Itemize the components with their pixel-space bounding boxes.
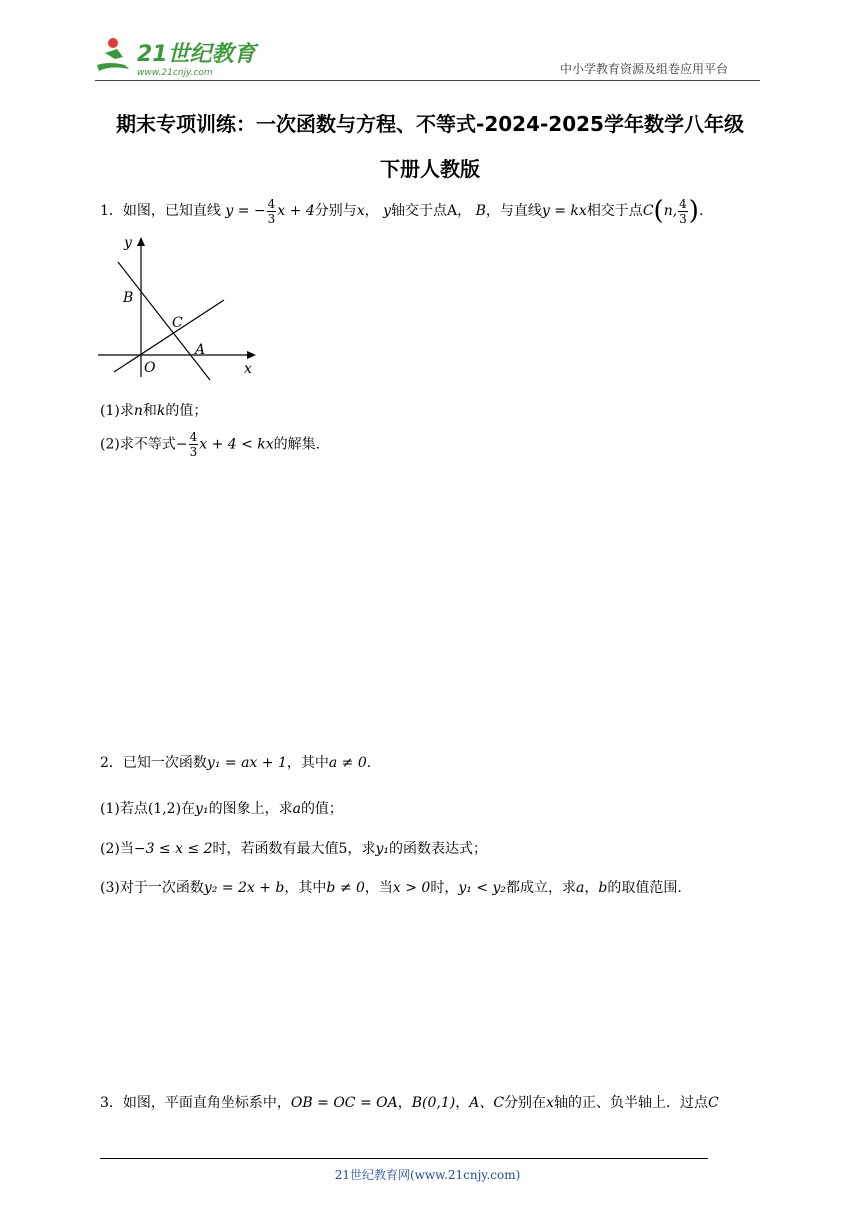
question-2-part-2: (2)当−3 ≤ x ≤ 2时，若函数有最大值5，求y₁的函数表达式； [100, 841, 487, 857]
runner-icon [97, 38, 129, 71]
header-divider [95, 80, 760, 81]
origin-label: O [144, 360, 156, 376]
question-1-figure [96, 232, 266, 382]
question-2-stem: 2．已知一次函数y₁ = ax + 1，其中a ≠ 0. [100, 755, 372, 771]
footer-text[interactable]: 21世纪教育网(www.21cnjy.com) [334, 1168, 521, 1182]
point-a-label: A [195, 342, 206, 358]
header-platform-text: 中小学教育资源及组卷应用平台 [560, 62, 729, 76]
site-logo [95, 35, 260, 79]
x-axis-arrow [247, 351, 256, 359]
question-2-part-3: (3)对于一次函数y₂ = 2x + b，其中b ≠ 0，当x > 0时，y₁ < y₂都成立，求a，b的取值范围. [100, 880, 682, 896]
question-1-part-2: (2)求不等式− $\frac{4}{3}$ x + 4 < kx的解集. [100, 430, 321, 459]
page-title-line1: 期末专项训练：一次函数与方程、不等式-2024-2025学年数学八年级 [116, 112, 744, 136]
footer-divider [100, 1158, 708, 1159]
question-3-stem: 3．如图，平面直角坐标系中，OB = OC = OA，B(0,1)，A、C分别在x轴的正、负半轴上．过点C [100, 1095, 719, 1111]
logo-url: www.21cnjy.com [137, 68, 213, 78]
x-label: x [244, 361, 252, 377]
page-title-line2: 下册人教版 [380, 157, 480, 181]
point-c-label: C [172, 315, 183, 331]
y-axis-arrow [137, 237, 145, 246]
logo-text: 21世纪教育 [137, 42, 256, 67]
question-2-part-1: (1)若点(1,2)在y₁的图象上，求a的值； [100, 801, 343, 817]
question-1-part-1: (1)求n和k的值； [100, 403, 208, 419]
line-oc [114, 300, 224, 372]
question-1-stem: 1．如图，已知直线 y = − $\frac{4}{3}$ x + 4分别与x， y轴交于点A， B，与直线y = kx相交于点C(n, $\frac{4}{3}$ ). [100, 196, 704, 226]
point-b-label: B [123, 290, 134, 306]
y-label: y [124, 235, 132, 251]
line-ab [118, 262, 210, 380]
